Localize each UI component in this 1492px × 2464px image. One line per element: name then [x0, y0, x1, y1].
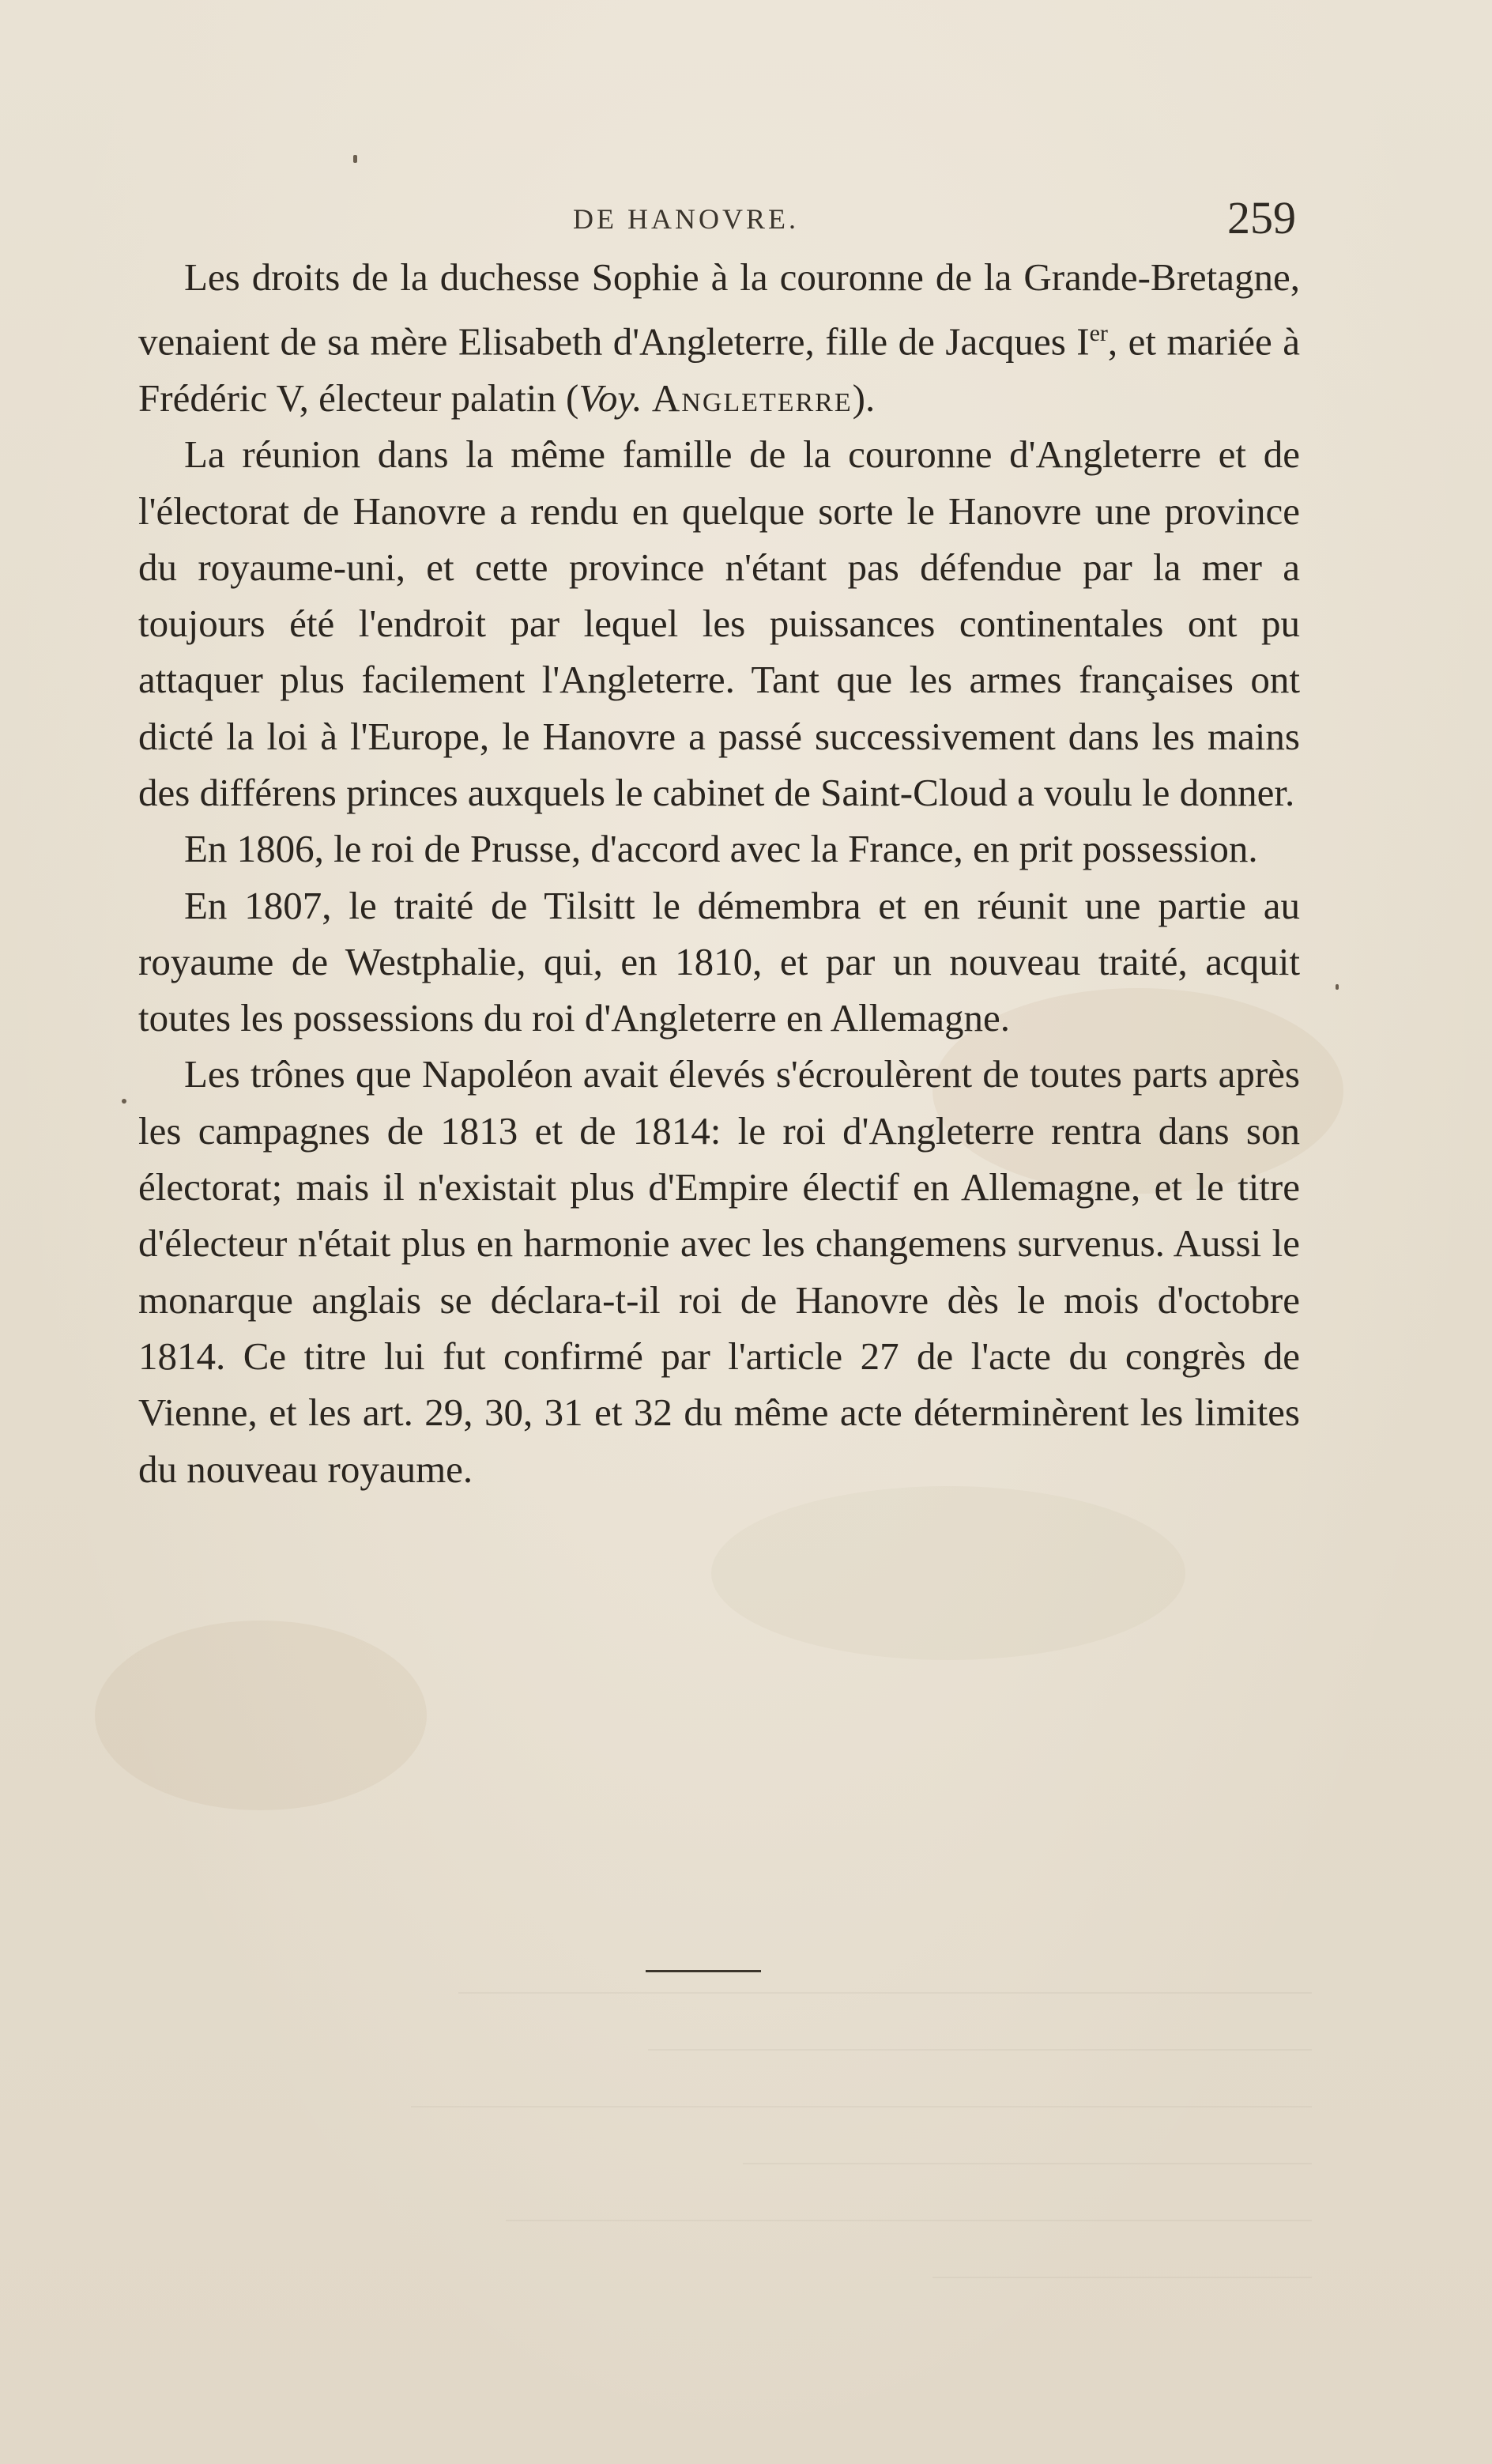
body-text [138, 249, 1300, 1497]
ink-speck [353, 155, 357, 163]
paragraph: En 1807, le traité de Tilsitt le démembra et en réunit une partie au royaume de Westphalie, qui, en 1810, et par un nouveau traité, acquit toutes les possessions du roi d'Angleterre en Allemagne. [138, 883, 1300, 1040]
paragraph: En 1806, le roi de Prusse, d'accord avec la France, en prit possession. [184, 827, 1258, 871]
running-head [138, 192, 1296, 251]
ink-speck [1336, 984, 1339, 990]
end-rule [646, 1970, 761, 1972]
paragraph-text: Les droits de la duchesse Sophie à la couronne de la Grande-Bretagne, venaient de sa mère Elisabeth d'Angleterre, fille de Jacques I [138, 255, 1300, 364]
paragraph [138, 249, 1300, 426]
ink-speck [122, 1099, 126, 1104]
paragraph-text: ). [852, 375, 876, 420]
cross-reference-voy: Voy. [578, 375, 642, 420]
paper-stain [711, 1486, 1185, 1660]
page-number: 259 [1227, 192, 1296, 243]
paper-stain [95, 1621, 427, 1810]
running-title: DE HANOVRE. [573, 203, 799, 235]
show-through [364, 1937, 1312, 2348]
paragraph: Les trônes que Napoléon avait élevés s'écroulèrent de toutes parts après les campagnes de 1813 et de 1814: le roi d'Angleterre rentra dans son électorat; mais il n'existait plus d'Empire électif en Allemagne, et le titre d'électeur n'était plus en harmonie avec les changemens survenus. Aussi le monarque anglais se déclara-t-il roi de Hanovre dès le mois d'octobre 1814. Ce titre lui fut confirmé par l'article 27 de l'acte du congrès de Vienne, et les art. 29, 30, 31 et 32 du même acte déterminèrent les limites du nouveau royaume. [138, 1052, 1300, 1491]
paragraph-text: , et mariée à Frédéric V, électeur palatin ( [138, 319, 1300, 420]
superscript: er [1089, 320, 1108, 347]
cross-reference-target: Angleterre [651, 375, 853, 420]
paragraph: La réunion dans la même famille de la couronne d'Angleterre et de l'électorat de Hanovre a rendu en quelque sorte le Hanovre une province du royaume-uni, et cette province n'étant pas défendue par la mer a toujours été l'endroit par lequel les puissances continentales ont pu attaquer plus facilement l'Angleterre. Tant que les armes françaises ont dicté la loi à l'Europe, le Hanovre a passé successivement dans les mains des différens princes auxquels le cabinet de Saint-Cloud a voulu le donner. [138, 432, 1300, 814]
